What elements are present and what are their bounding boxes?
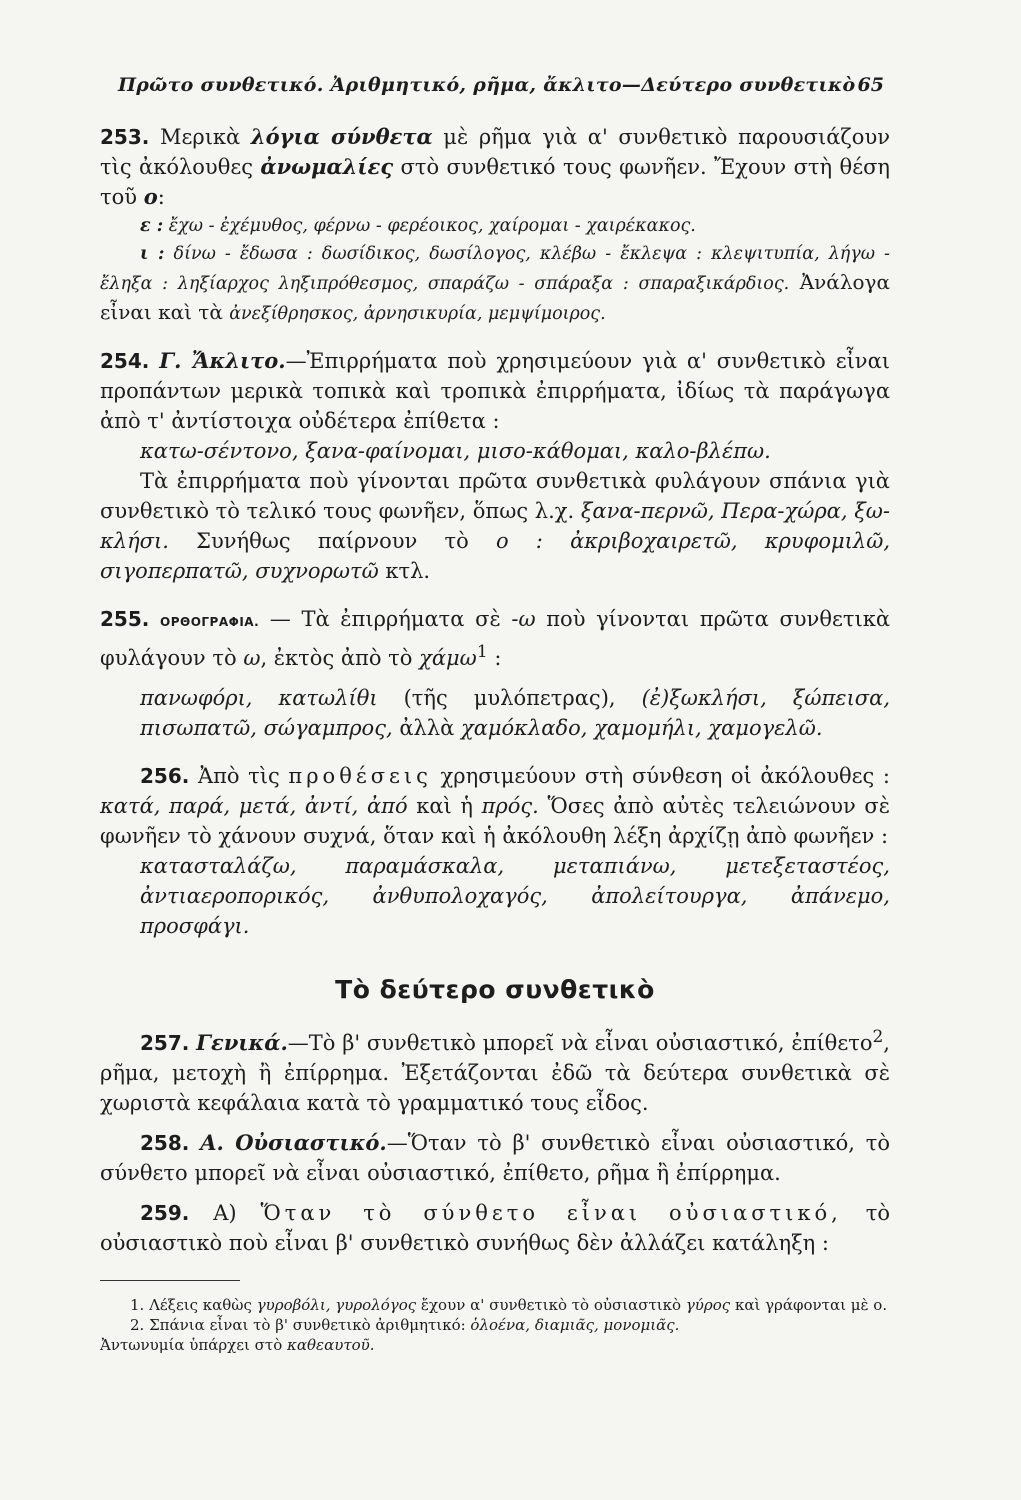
paragraph-254-continued: Τὰ ἐπιρρήματα ποὺ γίνονται πρῶτα συνθετικὰ φυλάγουν σπάνια γιὰ συνθετικὸ τὸ τελικό τους φωνῆεν, ὅπως λ.χ. ξανα-περνῶ, Περα-χώρα, ξω-κλήσι. Συνήθως παίρνουν τὸ ο : ἀκριβοχαιρετῶ, κρυφομιλῶ, σιγοπερπατῶ, συχνορωτῶ κτλ. [100, 469, 890, 583]
examples-254: κατω-σέντονο, ξανα-φαίνομαι, μισο-κάθομαι, καλο-βλέπω. [140, 439, 771, 463]
paragraph-254: 254. Γ. Ἄκλιτο.—Ἐπιρρήματα ποὺ χρησιμεύουν γιὰ α' συνθετικὸ εἶναι προπάντων μερικὰ τοπικὰ καὶ τροπικὰ ἐπιρρήματα, ἰδίως τὰ παράγωγα ἀπὸ τ' ἀντίστοιχα οὐδέτερα ἐπίθετα : [100, 348, 890, 433]
paragraph-number: 258. [140, 1131, 190, 1155]
running-head [100, 60, 890, 100]
paragraph-number: 255. [100, 607, 150, 631]
footnote-mark: 2 [872, 1027, 884, 1047]
paragraph-number: 259. [140, 1201, 190, 1225]
footnote-2-continued: Ἀντωνυμία ὑπάρχει στὸ καθεαυτοῦ. [100, 1336, 375, 1354]
page-number: 65 [857, 74, 884, 96]
footnote-1: 1. Λέξεις καθὼς γυροβόλι, γυρολόγος ἔχουν α' συνθετικὸ τὸ οὐσιαστικὸ γύρος καὶ γράφονται μὲ ο. [130, 1296, 888, 1314]
running-head-title: Πρῶτο συνθετικό. Ἀριθμητικό, ρῆμα, ἄκλιτο—Δεύτερο συνθετικὸ [118, 74, 856, 96]
example-line-epsilon: ε : ἔχω - ἐχέμυθος, φέρνω - φερέοικος, χαίρομαι - χαιρέκακος. [140, 216, 696, 236]
orthography-label: ΟΡΘΟΓΡΑΦΙΑ. [160, 615, 260, 629]
paragraph-257: 257. Γενικά.—Τὸ β' συνθετικὸ μπορεῖ νὰ εἶναι οὐσιαστικό, ἐπίθετο$^2$, ρῆμα, μετοχὴ ἢ ἐπίρρημα. Ἐξετάζονται ἐδῶ τὰ δεύτερα συνθετικὰ σὲ χωριστὰ κεφάλαια κατὰ τὸ γραμματικό τους εἶδος. [100, 1027, 890, 1115]
paragraph-259: 259. Α) Ὅταν τὸ σύνθετο εἶναι οὐσιαστικό, τὸ οὐσιαστικὸ ποὺ εἶναι β' συνθετικὸ συνήθως δὲν ἀλλάζει κατάληξη : [100, 1201, 890, 1255]
paragraph-number: 254. [100, 349, 150, 373]
paragraph-258: 258. Α. Οὐσιαστικό.—Ὅταν τὸ β' συνθετικὸ εἶναι οὐσιαστικό, τὸ σύνθετο μπορεῖ νὰ εἶναι οὐσιαστικό, ἐπίθετο, ρῆμα ἢ ἐπίρρημα. [100, 1130, 890, 1185]
examples-255: πανωφόρι, κατωλίθι (τῆς μυλόπετρας), (ἐ)ξωκλήσι, ξώπεισα, πισωπατῶ, σώγαμπρος, ἀλλὰ χαμόκλαδο, χαμομήλι, χαμογελῶ. [140, 686, 890, 740]
paragraph-number: 256. [140, 764, 190, 788]
paragraph-253: 253. Μερικὰ λόγια σύνθετα μὲ ρῆμα γιὰ α' συνθετικὸ παρουσιάζουν τὶς ἀκόλουθες ἀνωμαλίες στὸ συνθετικό τους φωνῆεν. Ἔχουν στὴ θέση τοῦ ο: [100, 124, 890, 209]
paragraph-number: 253. [100, 125, 150, 149]
section-heading: Τὸ δεύτερο συνθετικὸ [335, 975, 655, 1004]
footnote-rule [100, 1280, 240, 1281]
footnote-mark: 1 [476, 642, 488, 662]
book-page [100, 60, 890, 1355]
footnote-2: 2. Σπάνια εἶναι τὸ β' συνθετικὸ ἀριθμητικό: ὁλοένα, διαμιᾶς, μονομιᾶς. [130, 1316, 680, 1334]
paragraph-256: 256. Ἀπὸ τὶς προθέσεις χρησιμεύουν στὴ σύνθεση οἱ ἀκόλουθες : κατά, παρά, μετά, ἀντί, ἀπό καὶ ἡ πρός. Ὅσες ἀπὸ αὐτὲς τελειώνουν σὲ φωνῆεν τὸ χάνουν συχνά, ὅταν καὶ ἡ ἀκόλουθη λέξη ἀρχίζῃ ἀπὸ φωνῆεν : [100, 764, 890, 848]
example-line-iota: ι : δίνω - ἔδωσα : δωσίδικος, δωσίλογος, κλέβω - ἔκλεψα : κλεψιτυπία, λήγω - ἔληξα : ληξίαρχος ληξιπρόθεσμος, σπαράζω - σπάραξα : σπαραξικάρδιος. Ἀνάλογα εἶναι καὶ τὰ ἀνεξίθρησκος, ἀρνησικυρία, μεμψίμοιρος. [100, 244, 890, 324]
examples-256: κατασταλάζω, παραμάσκαλα, μεταπιάνω, μετεξεταστέος, ἀντιαεροπορικός, ἀνθυπολοχαγός, ἀπολείτουργα, ἀπάνεμο, προσφάγι. [140, 854, 890, 938]
paragraph-number: 257. [140, 1031, 190, 1055]
paragraph-255: 255. ΟΡΘΟΓΡΑΦΙΑ. — Τὰ ἐπιρρήματα σὲ -ω ποὺ γίνονται πρῶτα συνθετικὰ φυλάγουν τὸ ω, ἐκτὸς ἀπὸ τὸ χάμω$^1$ : [100, 607, 891, 670]
